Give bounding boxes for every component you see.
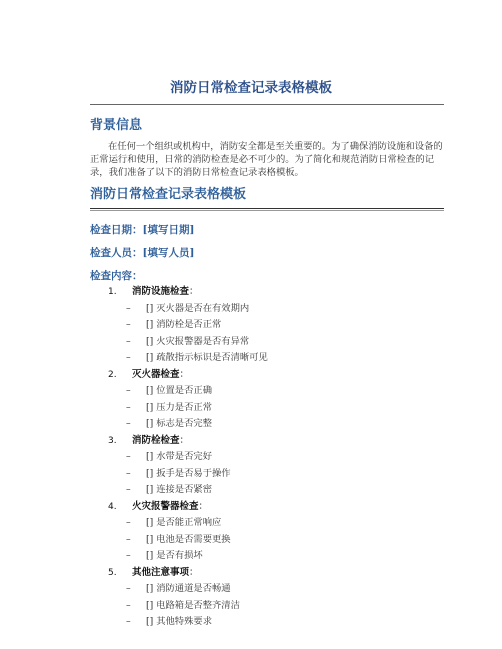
section-heading [108, 567, 199, 579]
checklist-item [126, 451, 212, 463]
checklist-item-text: [] 电路箱是否整齐清洁 [146, 599, 240, 611]
section-colon: ： [198, 500, 209, 512]
background-heading: 背景信息 [90, 118, 143, 133]
checklist-item-text: [] 水带是否完好 [146, 451, 212, 462]
checklist-item [126, 484, 212, 496]
checklist-item-text: [] 是否能正常响应 [146, 517, 222, 528]
template-divider [90, 208, 444, 211]
checklist-item [126, 336, 249, 348]
checklist-item [126, 468, 231, 480]
section-colon: ： [179, 368, 190, 380]
checklist-item-text: [] 位置是否正确 [146, 385, 212, 396]
checklist-item [126, 600, 240, 612]
bullet-dash: – [126, 418, 131, 429]
checklist-item [126, 303, 249, 315]
checklist-item [126, 418, 212, 430]
bullet-dash: – [126, 385, 131, 396]
checklist-item [126, 550, 203, 562]
template-heading: 消防日常检查记录表格模板 [90, 187, 247, 202]
bullet-dash: – [126, 599, 131, 611]
section-heading [108, 435, 189, 447]
section-number: 4. [108, 501, 117, 512]
checklist-item-text: [] 疏散指示标识是否清晰可见 [146, 352, 268, 363]
section-heading [108, 369, 189, 381]
checklist-item [126, 583, 231, 595]
checklist-item [126, 352, 268, 364]
bullet-dash: – [126, 583, 131, 594]
check-content-label: 检查内容： [90, 270, 143, 282]
section-heading [108, 286, 199, 298]
section-colon: ： [179, 434, 190, 446]
bullet-dash: – [126, 484, 131, 495]
bullet-dash: – [126, 533, 131, 545]
bullet-dash: – [126, 401, 131, 413]
section-name: 消防栓检查 [132, 434, 180, 446]
bullet-dash: – [126, 550, 131, 561]
checklist-item-text: [] 是否有损坏 [146, 550, 203, 561]
section-name: 火灾报警器检查 [132, 500, 199, 512]
section-name: 其他注意事项 [132, 566, 190, 578]
checklist-item-text: [] 其他特殊要求 [146, 616, 212, 627]
checklist-item-text: [] 压力是否正常 [146, 401, 212, 413]
section-name: 消防设施检查 [132, 286, 190, 297]
section-colon: ： [189, 286, 199, 297]
checklist-item [126, 319, 221, 331]
check-date-field: 检查日期：[填写日期] [90, 224, 195, 236]
checklist-item [126, 534, 231, 546]
checklist-item-text: [] 连接是否紧密 [146, 484, 212, 495]
bullet-dash: – [126, 319, 131, 330]
checklist-item-text: [] 灭火器是否在有效期内 [146, 302, 250, 314]
checklist-item-text: [] 电池是否需要更换 [146, 533, 231, 545]
section-number: 1. [108, 287, 117, 297]
bullet-dash: – [126, 451, 131, 462]
bullet-dash: – [126, 335, 131, 347]
document-title: 消防日常检查记录表格模板 [170, 80, 332, 96]
checklist-item-text: [] 消防通道是否畅通 [146, 583, 231, 594]
bullet-dash: – [126, 616, 131, 627]
bullet-dash: – [126, 467, 131, 479]
section-number: 3. [108, 435, 117, 446]
checklist-item [126, 616, 212, 628]
checklist-item-text: [] 扳手是否易于操作 [146, 467, 231, 479]
checklist-item-text: [] 消防栓是否正常 [146, 319, 222, 330]
checklist-item [126, 517, 221, 529]
section-number: 2. [108, 369, 117, 380]
bullet-dash: – [126, 352, 131, 363]
title-divider [90, 104, 444, 105]
background-paragraph [90, 140, 445, 179]
checklist-item-text: [] 火灾报警器是否有异常 [146, 335, 250, 347]
section-name: 灭火器检查 [132, 368, 180, 380]
checklist-item-text: [] 标志是否完整 [146, 418, 212, 429]
bullet-dash: – [126, 517, 131, 528]
background-text: 在任何一个组织或机构中，消防安全都是至关重要的。为了确保消防设施和设备的正常运行和使用，日常的消防检查是必不可少的。为了简化和规范消防日常检查的记录，我们准备了以下的消防日常检查记录表格模板。 [90, 141, 443, 178]
section-number: 5. [108, 567, 117, 578]
check-person-field: 检查人员：[填写人员] [90, 247, 195, 259]
section-colon: ： [189, 566, 199, 578]
checklist-item [126, 402, 212, 414]
bullet-dash: – [126, 302, 131, 314]
checklist-item [126, 385, 212, 397]
section-heading [108, 501, 208, 513]
